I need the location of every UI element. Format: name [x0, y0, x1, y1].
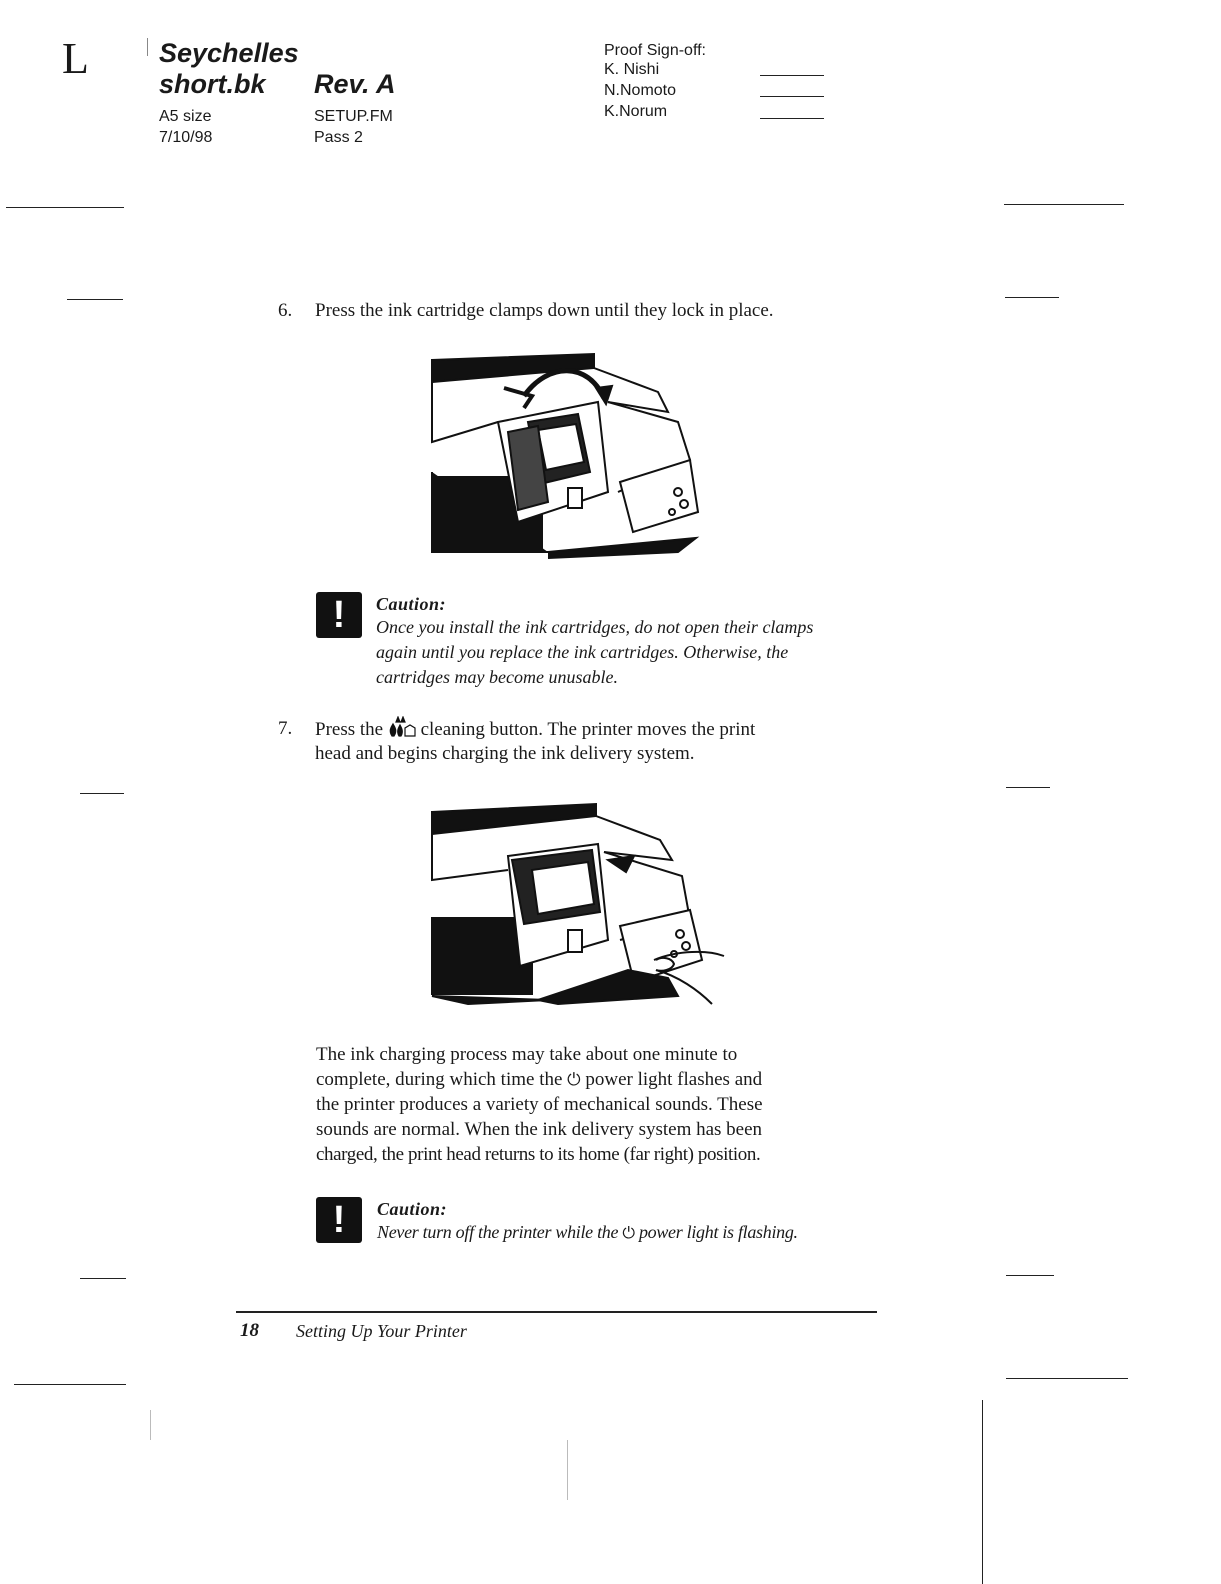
- proof-title: Proof Sign-off:: [604, 42, 706, 59]
- signoff-line: [760, 96, 824, 97]
- margin-mark: [67, 299, 123, 300]
- margin-mark: [1006, 1275, 1054, 1276]
- date: 7/10/98: [159, 129, 213, 146]
- paragraph-line: the printer produces a variety of mechanical sounds. These: [316, 1094, 763, 1115]
- margin-mark: [1005, 297, 1059, 298]
- step-text: Press the ink cartridge clamps down until they lock in place.: [315, 300, 774, 321]
- step-text-part: Press the: [315, 719, 384, 740]
- proof-name: K. Nishi: [604, 61, 660, 78]
- caution-text-part: power light is flashing.: [638, 1222, 798, 1242]
- revision: Rev. A: [314, 69, 396, 99]
- caution-icon: [316, 592, 362, 638]
- margin-mark: [80, 1278, 126, 1279]
- page-number: 18: [240, 1320, 259, 1341]
- signoff-line: [760, 75, 824, 76]
- book-file: short.bk: [159, 69, 266, 99]
- crop-mark: [6, 207, 124, 208]
- crop-mark: [1006, 1378, 1128, 1379]
- proof-name: N.Nomoto: [604, 82, 677, 99]
- crop-mark: [14, 1384, 126, 1385]
- center-mark: [567, 1440, 568, 1500]
- step-number: 7.: [278, 718, 293, 739]
- caution-line: again until you replace the ink cartridges. Otherwise, the: [376, 642, 789, 662]
- page-size: A5 size: [159, 108, 212, 125]
- crop-mark: [1004, 204, 1124, 205]
- book-name: Seychelles: [159, 38, 299, 68]
- caution-line: cartridges may become unusable.: [376, 667, 618, 687]
- printer-clamp-illustration: [428, 352, 708, 562]
- caution-text-part: Never turn off the printer while the: [377, 1222, 619, 1242]
- power-icon: ⏻: [567, 1070, 581, 1089]
- caution-title: Caution:: [376, 594, 447, 614]
- caution-mark: !: [332, 594, 346, 636]
- crop-mark-vertical: [982, 1400, 983, 1584]
- printer-cleaning-illustration: [428, 800, 728, 1010]
- footer-rule: [236, 1311, 877, 1313]
- header-tick: [147, 38, 148, 56]
- step-text-line: [315, 716, 755, 742]
- fold-mark: [150, 1410, 151, 1440]
- cleaning-button-icon: [388, 716, 416, 738]
- caution-icon: [316, 1197, 362, 1243]
- proof-name: K.Norum: [604, 103, 668, 120]
- paragraph-text: power light flashes and: [585, 1069, 763, 1090]
- paragraph-line: charged, the print head returns to its home (far right) position.: [316, 1144, 761, 1165]
- margin-mark: [1006, 787, 1050, 788]
- step-text-line: head and begins charging the ink delivery system.: [315, 743, 695, 764]
- paragraph-line: The ink charging process may take about one minute to: [316, 1044, 738, 1065]
- pass: Pass 2: [314, 129, 363, 146]
- power-icon: ⏻: [622, 1225, 635, 1242]
- step-number: 6.: [278, 300, 293, 321]
- paragraph-line: sounds are normal. When the ink delivery system has been: [316, 1119, 763, 1140]
- paragraph-line: [316, 1067, 762, 1092]
- file-name: SETUP.FM: [314, 108, 393, 125]
- signoff-line: [760, 118, 824, 119]
- corner-mark: L: [62, 34, 89, 83]
- paragraph-text: complete, during which time the: [316, 1069, 563, 1090]
- caution-line: Once you install the ink cartridges, do not open their clamps: [376, 617, 814, 637]
- step-text-part: cleaning button. The printer moves the print: [420, 719, 756, 740]
- caution-mark: !: [332, 1199, 346, 1241]
- section-title: Setting Up Your Printer: [296, 1321, 467, 1341]
- margin-mark: [80, 793, 124, 794]
- caution-line: [377, 1220, 798, 1246]
- caution-title: Caution:: [377, 1199, 448, 1219]
